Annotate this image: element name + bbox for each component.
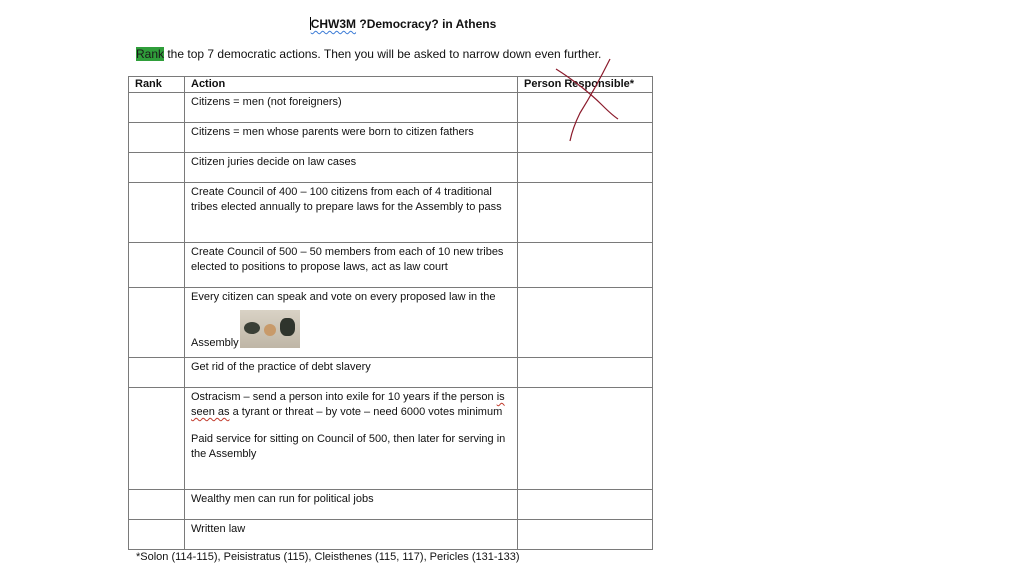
action-cell	[185, 93, 518, 123]
handwritten-x-mark	[550, 55, 630, 145]
action-text-2: Assembly	[191, 337, 239, 349]
instructions	[136, 47, 601, 61]
table-row	[129, 358, 653, 388]
rank-cell[interactable]	[129, 153, 185, 183]
action-cell	[185, 183, 518, 243]
action-cell	[185, 358, 518, 388]
action-text: Get rid of the practice of debt slavery	[191, 361, 371, 373]
rank-cell[interactable]	[129, 520, 185, 550]
rank-cell[interactable]	[129, 490, 185, 520]
table-row	[129, 153, 653, 183]
instruction-text: the top 7 democratic actions. Then you will be asked to narrow down even further.	[164, 47, 602, 61]
person-cell[interactable]	[518, 288, 653, 358]
ostracism-text-b: a tyrant or threat – by vote – need 6000 votes minimum	[229, 406, 503, 418]
action-text: Citizens = men (not foreigners)	[191, 96, 342, 108]
action-cell	[185, 388, 518, 490]
rank-cell[interactable]	[129, 183, 185, 243]
header-action: Action	[185, 77, 518, 93]
action-text: Every citizen can speak and vote on every proposed law in the	[191, 291, 496, 303]
table-row	[129, 183, 653, 243]
table-row	[129, 243, 653, 288]
title-text: ?Democracy? in Athens	[356, 17, 497, 31]
footnote: *Solon (114-115), Peisistratus (115), Cleisthenes (115, 117), Pericles (131-133)	[136, 551, 520, 563]
title-code: CHW3M	[310, 17, 357, 31]
rank-cell[interactable]	[129, 388, 185, 490]
table-row	[129, 490, 653, 520]
action-cell	[185, 490, 518, 520]
assembly-photo	[240, 310, 300, 348]
ostracism-text-a: Ostracism – send a person into exile for 10 years if the person	[191, 391, 497, 403]
header-rank: Rank	[129, 77, 185, 93]
header-person: Person Responsible*	[518, 77, 653, 93]
document-title	[0, 17, 806, 31]
person-cell[interactable]	[518, 520, 653, 550]
paid-service-text: Paid service for sitting on Council of 500, then later for serving in the Assembly	[191, 433, 506, 460]
action-cell	[185, 288, 518, 358]
action-cell	[185, 243, 518, 288]
action-text: Create Council of 500 – 50 members from each of 10 new tribes elected to positions to propose laws, act as law court	[191, 246, 504, 273]
action-text: Wealthy men can run for political jobs	[191, 493, 374, 505]
action-cell	[185, 520, 518, 550]
ranking-table	[128, 76, 653, 550]
person-cell[interactable]	[518, 490, 653, 520]
action-text: Written law	[191, 523, 246, 535]
action-text: Create Council of 400 – 100 citizens from each of 4 traditional tribes elected annually to prepare laws for the Assembly to pass	[191, 186, 502, 213]
action-text: Citizen juries decide on law cases	[191, 156, 357, 168]
person-cell[interactable]	[518, 243, 653, 288]
action-text	[191, 390, 511, 420]
rank-cell[interactable]	[129, 358, 185, 388]
action-cell	[185, 123, 518, 153]
table-row	[129, 388, 653, 490]
person-cell[interactable]	[518, 358, 653, 388]
rank-cell[interactable]	[129, 288, 185, 358]
action-cell	[185, 153, 518, 183]
person-cell[interactable]	[518, 388, 653, 490]
spellcheck-phrase: is seen as	[191, 391, 505, 418]
table-row	[129, 520, 653, 550]
action-text: Citizens = men whose parents were born to citizen fathers	[191, 126, 474, 138]
rank-cell[interactable]	[129, 243, 185, 288]
table-row	[129, 288, 653, 358]
person-cell[interactable]	[518, 153, 653, 183]
rank-cell[interactable]	[129, 123, 185, 153]
person-cell[interactable]	[518, 183, 653, 243]
highlighted-word: Rank	[136, 47, 165, 61]
rank-cell[interactable]	[129, 93, 185, 123]
